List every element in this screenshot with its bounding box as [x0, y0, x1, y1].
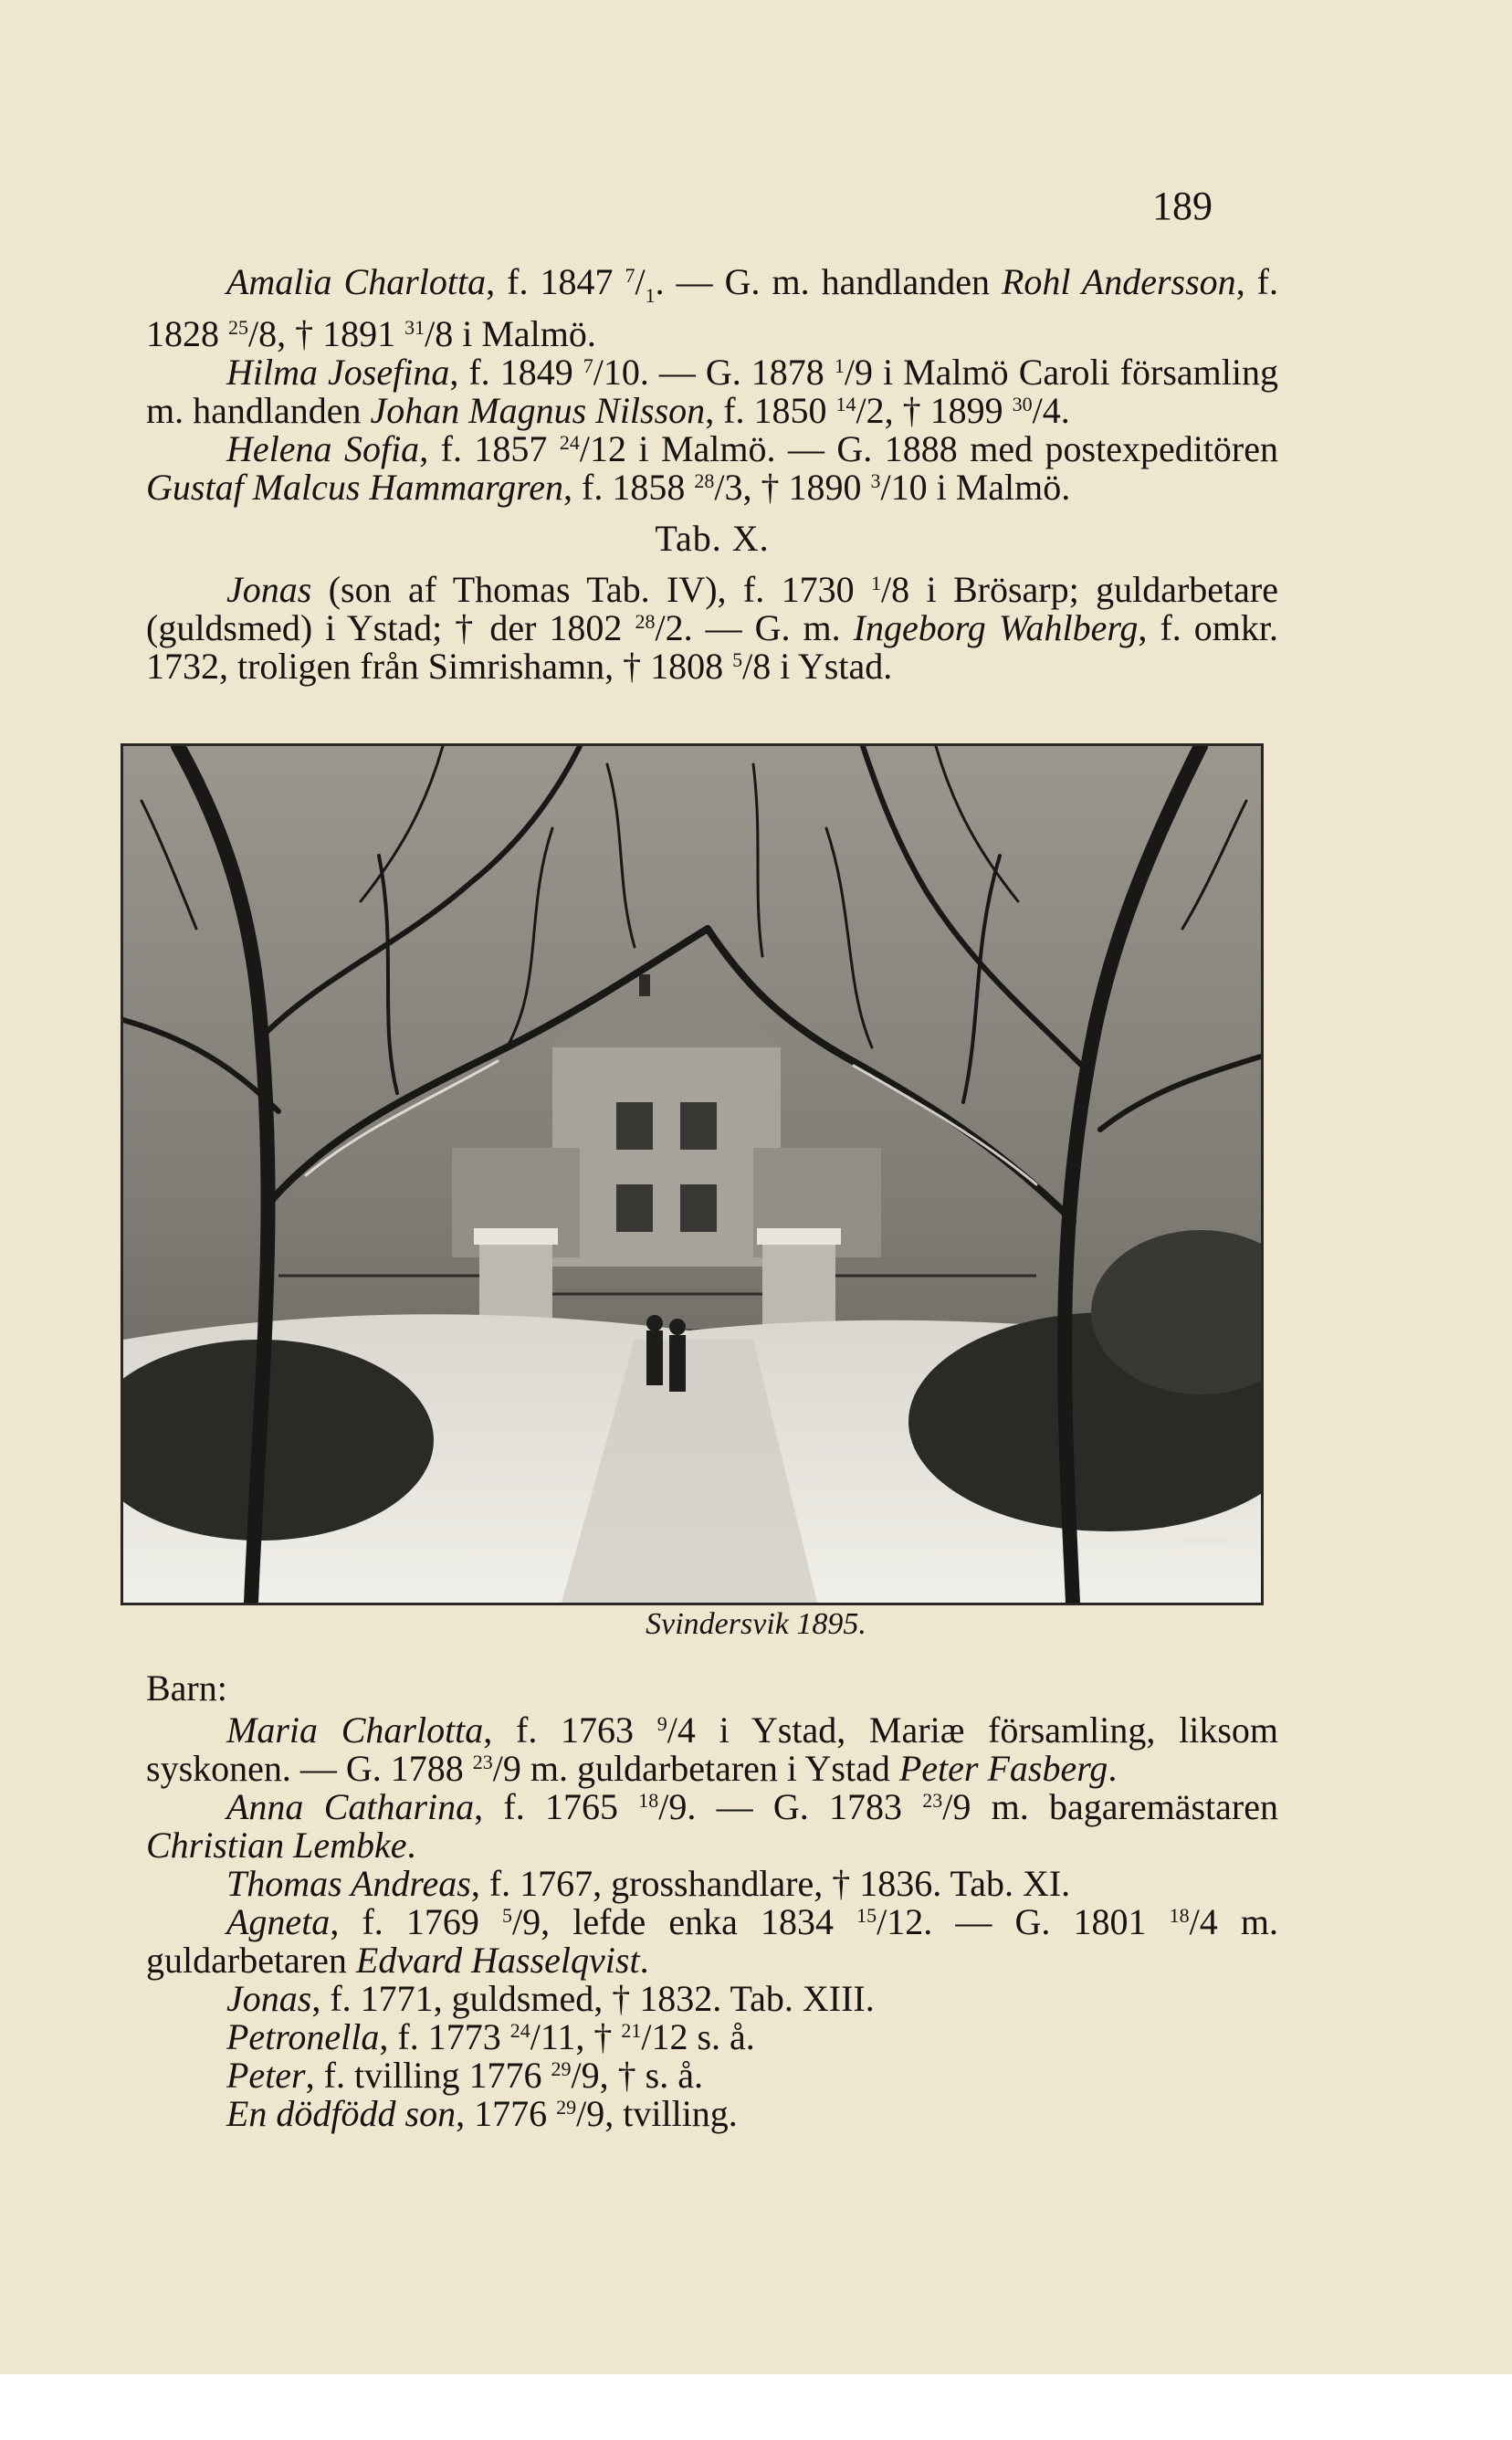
entry-hilma: Hilma Josefina, f. 1849 $^7$/10. — G. 1878 $^1$/9 i Malmö Caroli församling m. handlanden Johan Magnus Nilsson, f. 1850 $^{14}$/2, † 1899 $^{30}$/4. [146, 352, 1278, 431]
child-petronella: Petronella, f. 1773 $^{24}$/11, † $^{21}$/12 s. å. [226, 2016, 755, 2057]
top-text-block [146, 263, 1278, 686]
child-thomas: Thomas Andreas, f. 1767, grosshandlare, † 1836. Tab. XI. [226, 1863, 1071, 1904]
entry-amalia: Amalia Charlotta, f. 1847 $^7/_1$. — G. m. handlanden Rohl Andersson, f. 1828 $^{25}$/8, † 1891 $^{31}$/8 i Malmö. [146, 261, 1279, 354]
child-stillborn-son: En dödfödd son, 1776 $^{29}$/9, tvilling. [226, 2093, 738, 2134]
children-block [146, 1669, 1278, 2133]
children-label: Barn: [146, 1667, 227, 1709]
child-agneta: Agneta, f. 1769 $^5$/9, lefde enka 1834 $^{15}$/12. — G. 1801 $^{18}$/4 m. guldarbetaren Edvard Hasselqvist. [146, 1901, 1279, 1981]
figure-caption: Svindersvik 1895. [646, 1607, 866, 1641]
section-heading: Tab. X. [655, 518, 770, 559]
child-maria: Maria Charlotta, f. 1763 $^9$/4 i Ystad, Mariæ församling, liksom syskonen. — G. 1788 $^{23}$/9 m. guldarbetaren i Ystad Peter Fasberg. [146, 1709, 1278, 1789]
page-number: 189 [1152, 184, 1213, 228]
entry-helena: Helena Sofia, f. 1857 $^{24}$/12 i Malmö. — G. 1888 med postexpeditören Gustaf Malcus Hammargren, f. 1858 $^{28}$/3, † 1890 $^3$/10 i Malmö. [146, 428, 1279, 508]
entry-jonas: Jonas (son af Thomas Tab. IV), f. 1730 $^1$/8 i Brösarp; guldarbetare (guldsmed) i Ystad; † der 1802 $^{28}$/2. — G. m. Ingeborg Wahlberg, f. omkr. 1732, troligen från Simrishamn, † 1808 $^5$/8 i Ystad. [146, 569, 1279, 687]
photograph-svindersvik [121, 743, 1264, 1605]
child-jonas: Jonas, f. 1771, guldsmed, † 1832. Tab. XIII. [226, 1978, 875, 2019]
child-peter: Peter, f. tvilling 1776 $^{29}$/9, † s. å. [226, 2055, 703, 2096]
child-anna: Anna Catharina, f. 1765 $^{18}$/9. — G. 1783 $^{23}$/9 m. bagaremästaren Christian Lembke. [146, 1786, 1278, 1866]
winter-manor-photo [123, 746, 1261, 1603]
